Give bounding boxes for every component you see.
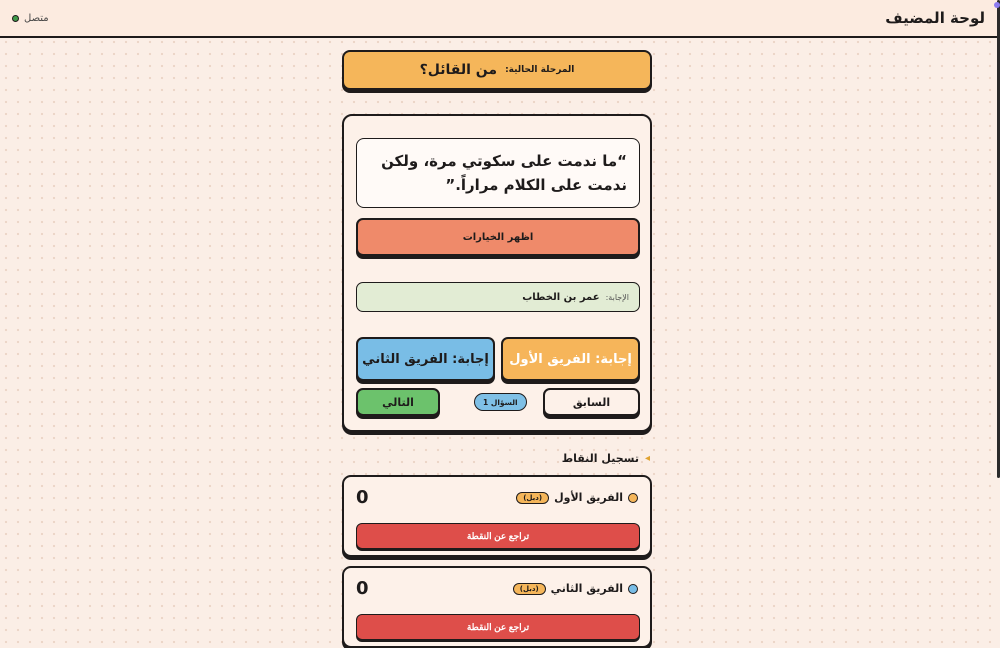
team1-dot-icon bbox=[628, 493, 638, 503]
question-card bbox=[342, 114, 652, 432]
question-quote: “ما ندمت على سكوتي مرة، ولكن ندمت على الكلام مراراً.” bbox=[356, 138, 640, 208]
question-number-badge: السؤال 1 bbox=[474, 393, 527, 411]
team1-double-badge: (دبل) bbox=[516, 492, 549, 504]
team2-double-badge: (دبل) bbox=[513, 583, 546, 595]
connection-status bbox=[12, 13, 49, 24]
phase-label: المرحلة الحالية: bbox=[505, 65, 575, 75]
previous-button[interactable]: السابق bbox=[543, 388, 640, 416]
team2-undo-button[interactable]: تراجع عن النقطة bbox=[356, 614, 640, 640]
team2-score: 0 bbox=[356, 578, 369, 599]
team1-score: 0 bbox=[356, 487, 369, 508]
answer-label: الإجابة: bbox=[605, 292, 629, 302]
team2-score-card bbox=[342, 566, 652, 648]
team1-undo-button[interactable]: تراجع عن النقطة bbox=[356, 523, 640, 549]
current-phase-banner bbox=[342, 50, 652, 90]
scoring-section-title bbox=[342, 452, 652, 465]
page-title: لوحة المضيف bbox=[885, 9, 985, 27]
team1-answer-button[interactable]: إجابة: الفريق الأول bbox=[501, 337, 640, 381]
scoring-title-text: تسجيل النقاط bbox=[561, 452, 639, 465]
answer-box bbox=[356, 282, 640, 312]
status-dot-icon bbox=[12, 15, 19, 22]
team2-answer-button[interactable]: إجابة: الفريق الثاني bbox=[356, 337, 495, 381]
team1-header bbox=[516, 491, 638, 504]
phase-value: من القائل؟ bbox=[419, 62, 498, 78]
team2-header bbox=[513, 582, 638, 595]
team2-name: الفريق الثاني bbox=[550, 582, 623, 595]
team2-dot-icon bbox=[628, 584, 638, 594]
chevron-icon: ◂ bbox=[644, 453, 650, 464]
status-text: متصل bbox=[24, 12, 49, 24]
next-button[interactable]: التالي bbox=[356, 388, 440, 416]
answer-value: عمر بن الخطاب bbox=[522, 291, 600, 303]
show-options-button[interactable]: اظهر الخيارات bbox=[356, 218, 640, 256]
top-bar bbox=[0, 0, 997, 38]
team1-name: الفريق الأول bbox=[554, 491, 623, 504]
scroll-indicator-icon bbox=[994, 2, 1000, 8]
team1-score-card bbox=[342, 475, 652, 557]
